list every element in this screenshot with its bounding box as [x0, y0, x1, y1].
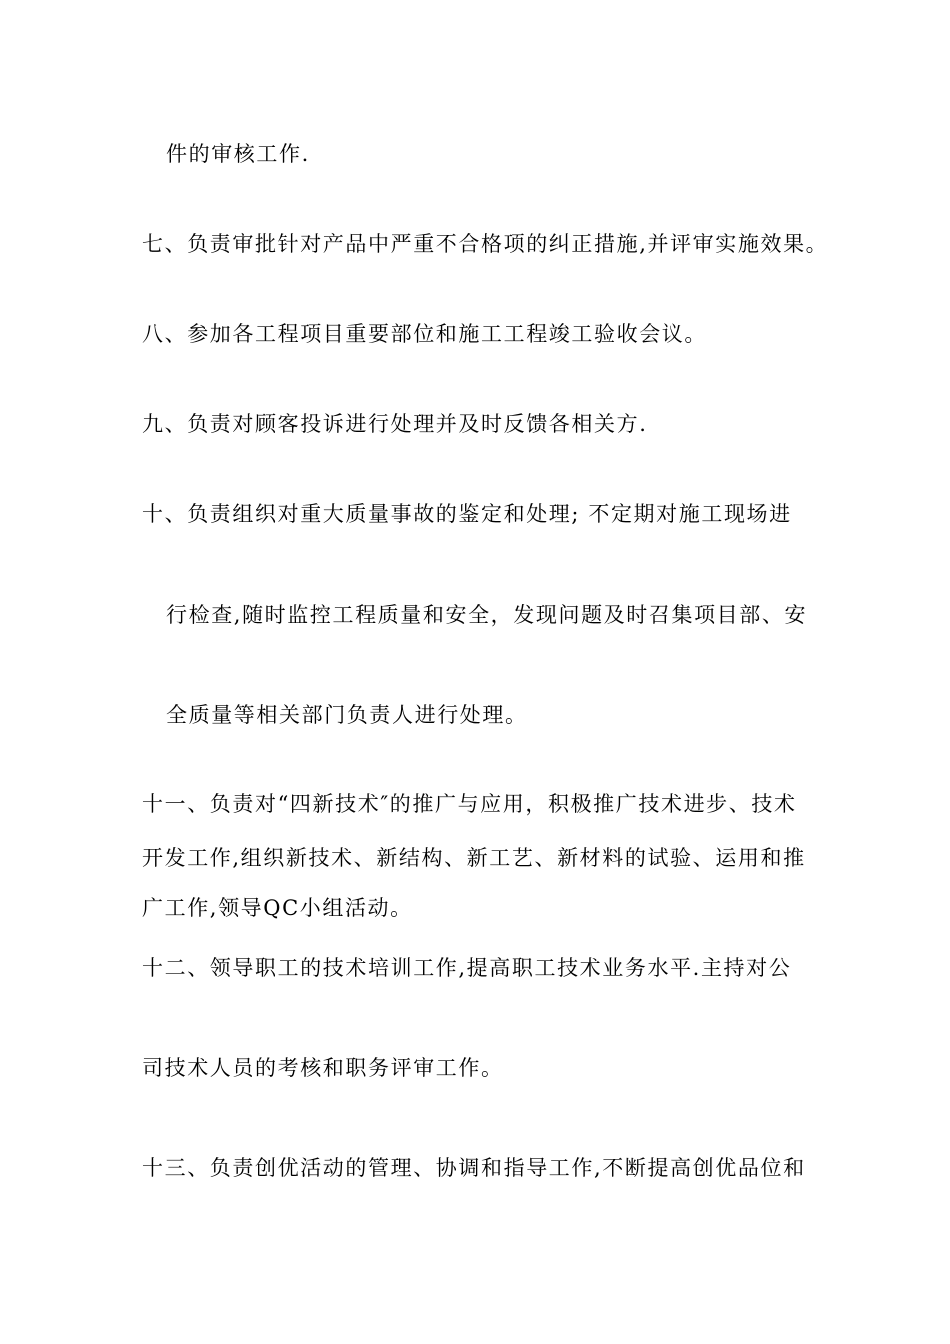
list-item-10-line-2: 行检查,随时监控工程质量和安全，发现问题及时召集项目部、安: [166, 603, 808, 627]
list-item-12-line-2: 司技术人员的考核和职务评审工作。: [142, 1056, 504, 1080]
list-item-11-line-2: 开发工作,组织新技术、新结构、新工艺、新材料的试验、运用和推: [142, 846, 806, 870]
list-item-7: 七、负责审批针对产品中严重不合格项的纠正措施,并评审实施效果。: [142, 232, 829, 256]
list-item-12: 十二、领导职工的技术培训工作,提高职工技术业务水平.主持对公: [142, 956, 792, 980]
list-item-13: 十三、负责创优活动的管理、协调和指导工作,不断提高创优品位和: [142, 1156, 806, 1180]
text-line-continuation-6: 件的审核工作.: [166, 142, 310, 166]
list-item-8: 八、参加各工程项目重要部位和施工工程竣工验收会议。: [142, 322, 707, 346]
list-item-10-line-3: 全质量等相关部门负责人进行处理。: [166, 703, 528, 727]
list-item-10: 十、负责组织对重大质量事故的鉴定和处理; 不定期对施工现场进: [142, 502, 792, 526]
list-item-9: 九、负责对顾客投诉进行处理并及时反馈各相关方.: [142, 412, 648, 436]
list-item-11: 十一、负责对“四新技术″的推广与应用，积极推广技术进步、技术: [142, 792, 797, 816]
list-item-11-line-3: 广工作,领导QC小组活动。: [142, 896, 413, 920]
